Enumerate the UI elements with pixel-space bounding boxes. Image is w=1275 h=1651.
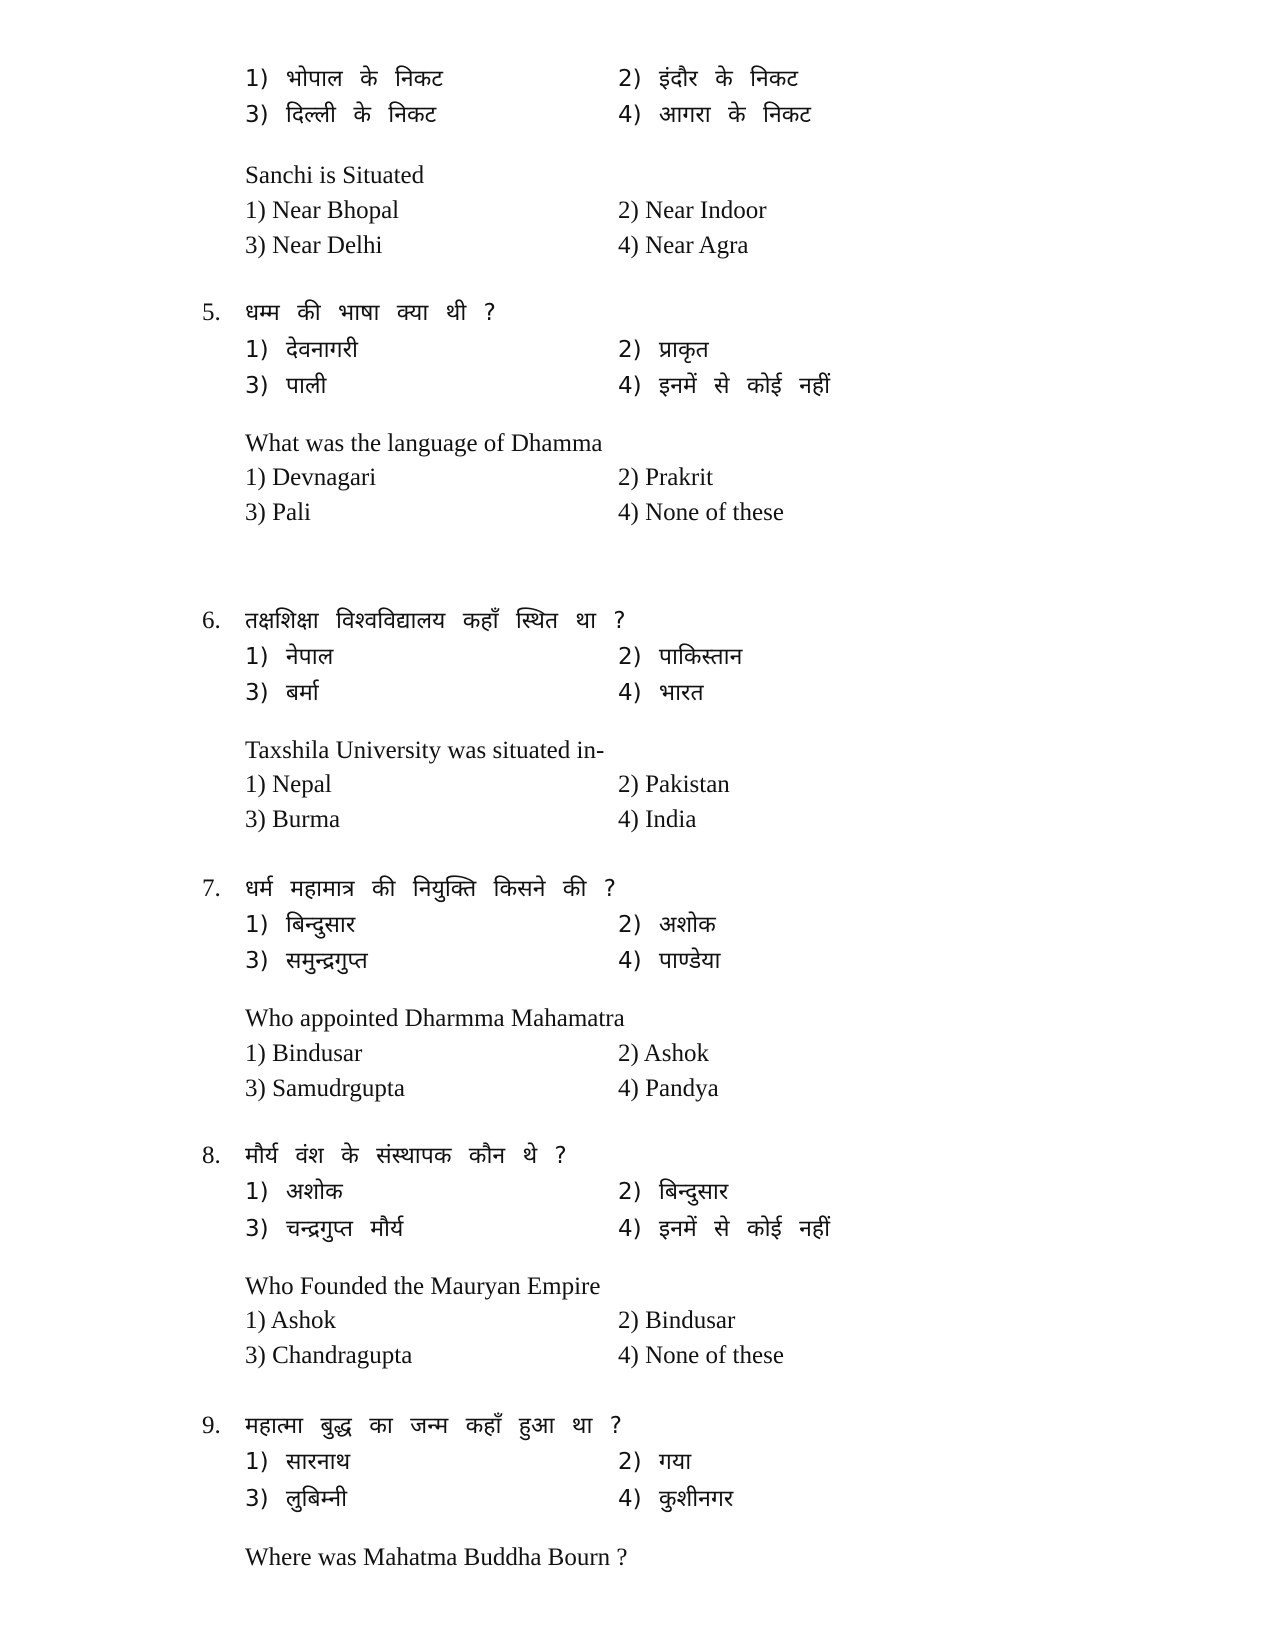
option: 2) Bindusar xyxy=(618,1307,736,1334)
option: 1) भोपाल के निकट xyxy=(245,66,443,92)
question-number: 9. xyxy=(202,1412,221,1439)
option: 3) Pali xyxy=(245,499,311,526)
option: 3) लुबिम्नी xyxy=(245,1486,348,1512)
option: 1) Near Bhopal xyxy=(245,197,400,224)
option: 2) प्राकृत xyxy=(618,337,709,363)
question-text-hi: तक्षशिक्षा विश्वविद्यालय कहाँ स्थित था ? xyxy=(245,608,626,634)
option: 4) इनमें से कोई नहीं xyxy=(618,1216,831,1242)
question-text-en: Taxshila University was situated in- xyxy=(245,737,605,764)
option: 4) None of these xyxy=(618,1342,784,1369)
option: 4) भारत xyxy=(618,680,704,706)
option: 1) Ashok xyxy=(245,1307,336,1334)
option: 1) Devnagari xyxy=(245,464,377,491)
option: 2) Ashok xyxy=(618,1040,709,1067)
option: 1) नेपाल xyxy=(245,644,334,670)
option: 2) अशोक xyxy=(618,912,716,938)
option: 3) बर्मा xyxy=(245,680,319,706)
option: 3) समुन्द्रगुप्त xyxy=(245,948,368,974)
option: 4) Pandya xyxy=(618,1075,719,1102)
question-text-hi: धम्म की भाषा क्या थी ? xyxy=(245,300,496,326)
option: 2) Near Indoor xyxy=(618,197,767,224)
option: 1) Bindusar xyxy=(245,1040,363,1067)
option: 4) पाण्डेया xyxy=(618,948,721,974)
option: 2) बिन्दुसार xyxy=(618,1179,729,1205)
question-text-en: Sanchi is Situated xyxy=(245,162,425,189)
option: 1) अशोक xyxy=(245,1179,343,1205)
option: 3) Burma xyxy=(245,806,341,833)
option: 3) पाली xyxy=(245,373,327,399)
option: 3) दिल्ली के निकट xyxy=(245,102,437,128)
question-number: 7. xyxy=(202,875,221,902)
option: 2) Prakrit xyxy=(618,464,714,491)
option: 3) Chandragupta xyxy=(245,1342,413,1369)
option: 3) Near Delhi xyxy=(245,232,383,259)
question-text-hi: धर्म महामात्र की नियुक्ति किसने की ? xyxy=(245,876,616,902)
question-text-en: Who appointed Dharmma Mahamatra xyxy=(245,1005,625,1032)
question-text-en: Who Founded the Mauryan Empire xyxy=(245,1273,601,1300)
question-text-en: What was the language of Dhamma xyxy=(245,430,603,457)
question-text-hi: मौर्य वंश के संस्थापक कौन थे ? xyxy=(245,1143,567,1169)
option: 4) इनमें से कोई नहीं xyxy=(618,373,831,399)
option: 4) आगरा के निकट xyxy=(618,102,812,128)
option: 2) गया xyxy=(618,1449,692,1475)
question-number: 5. xyxy=(202,299,221,326)
option: 2) इंदौर के निकट xyxy=(618,66,799,92)
option: 3) Samudrgupta xyxy=(245,1075,405,1102)
option: 1) देवनागरी xyxy=(245,337,358,363)
option: 1) बिन्दुसार xyxy=(245,912,356,938)
option: 2) Pakistan xyxy=(618,771,730,798)
question-text-hi: महात्मा बुद्ध का जन्म कहाँ हुआ था ? xyxy=(245,1413,622,1439)
option: 1) Nepal xyxy=(245,771,332,798)
option: 4) India xyxy=(618,806,697,833)
option: 3) चन्द्रगुप्त मौर्य xyxy=(245,1216,404,1242)
question-text-en: Where was Mahatma Buddha Bourn ? xyxy=(245,1544,628,1571)
question-number: 6. xyxy=(202,607,221,634)
question-number: 8. xyxy=(202,1142,221,1169)
option: 4) Near Agra xyxy=(618,232,749,259)
option: 2) पाकिस्तान xyxy=(618,644,743,670)
option: 4) None of these xyxy=(618,499,784,526)
option: 4) कुशीनगर xyxy=(618,1486,734,1512)
option: 1) सारनाथ xyxy=(245,1449,351,1475)
